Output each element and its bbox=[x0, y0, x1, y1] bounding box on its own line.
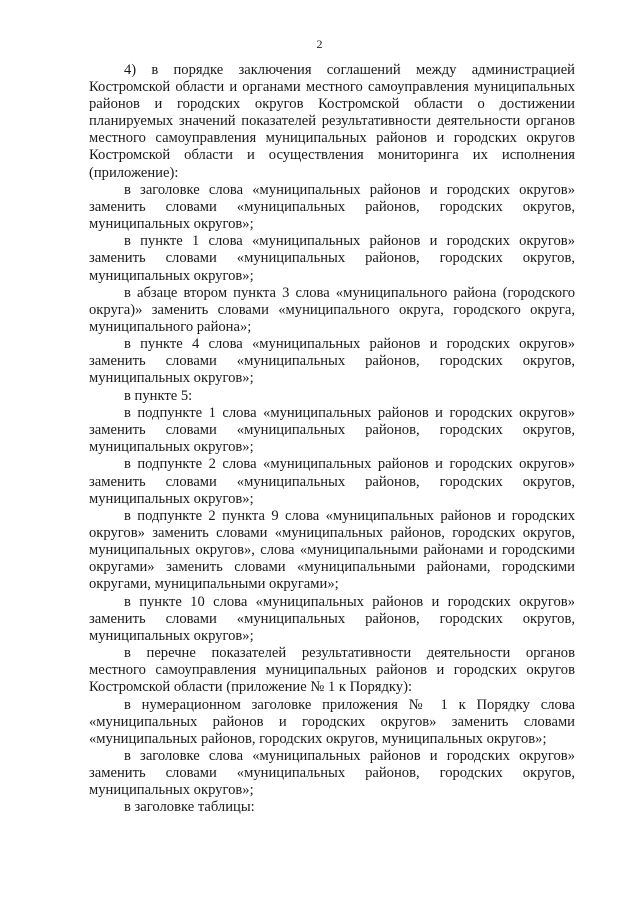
paragraph: в пункте 10 слова «муниципальных районов и городских округов» заменить словами «муниципальных районов, городских округов, муниципальных округов»; bbox=[89, 593, 575, 644]
paragraph: в заголовке таблицы: bbox=[124, 799, 255, 816]
document-body bbox=[89, 62, 575, 817]
paragraph: в пункте 4 слова «муниципальных районов и городских округов» заменить словами «муниципальных районов, городских округов, муниципальных округов»; bbox=[89, 336, 575, 387]
paragraph: в абзаце втором пункта 3 слова «муниципального района (городского округа)» заменить словами «муниципального округа, городского округа, муниципального района»; bbox=[89, 284, 575, 335]
paragraph: в пункте 5: bbox=[124, 387, 193, 404]
paragraph: в подпункте 1 слова «муниципальных районов и городских округов» заменить словами «муниципальных районов, городских округов, муниципальных округов»; bbox=[89, 405, 575, 456]
page-number: 2 bbox=[316, 37, 323, 51]
paragraph: в пункте 1 слова «муниципальных районов и городских округов» заменить словами «муниципальных районов, городских округов, муниципальных округов»; bbox=[89, 233, 575, 284]
paragraph: в заголовке слова «муниципальных районов и городских округов» заменить словами «муниципальных районов, городских округов, муниципальных округов»; bbox=[89, 748, 575, 799]
paragraph: в перечне показателей результативности деятельности органов местного самоуправления муниципальных районов и городских округов Костромской области (приложение № 1 к Порядку): bbox=[89, 645, 575, 696]
paragraph: 4) в порядке заключения соглашений между администрацией Костромской области и органами местного самоуправления муниципальных районов и городских округов Костромской области о достижении планируемых значений показателей результативности деятельности органов местного самоуправления муниципальных районов и городских округов Костромской области и осуществления мониторинга их исполнения (приложение): bbox=[89, 62, 575, 181]
paragraph: в заголовке слова «муниципальных районов и городских округов» заменить словами «муниципальных районов, городских округов, муниципальных округов»; bbox=[89, 181, 575, 233]
paragraph: в подпункте 2 пункта 9 слова «муниципальных районов и городских округов» заменить словами «муниципальных районов, городских округов, муниципальных округов», слова «муниципальными районами и городскими округами» заменить словами «муниципальными районами, городскими округами, муниципальными округами»; bbox=[89, 507, 575, 593]
paragraph: в нумерационном заголовке приложения № 1 к Порядку слова «муниципальных районов и городских округов» заменить словами «муниципальных районов, городских округов, муниципальных округов»; bbox=[89, 696, 575, 747]
paragraph: в подпункте 2 слова «муниципальных районов и городских округов» заменить словами «муниципальных районов, городских округов, муниципальных округов»; bbox=[89, 456, 575, 507]
